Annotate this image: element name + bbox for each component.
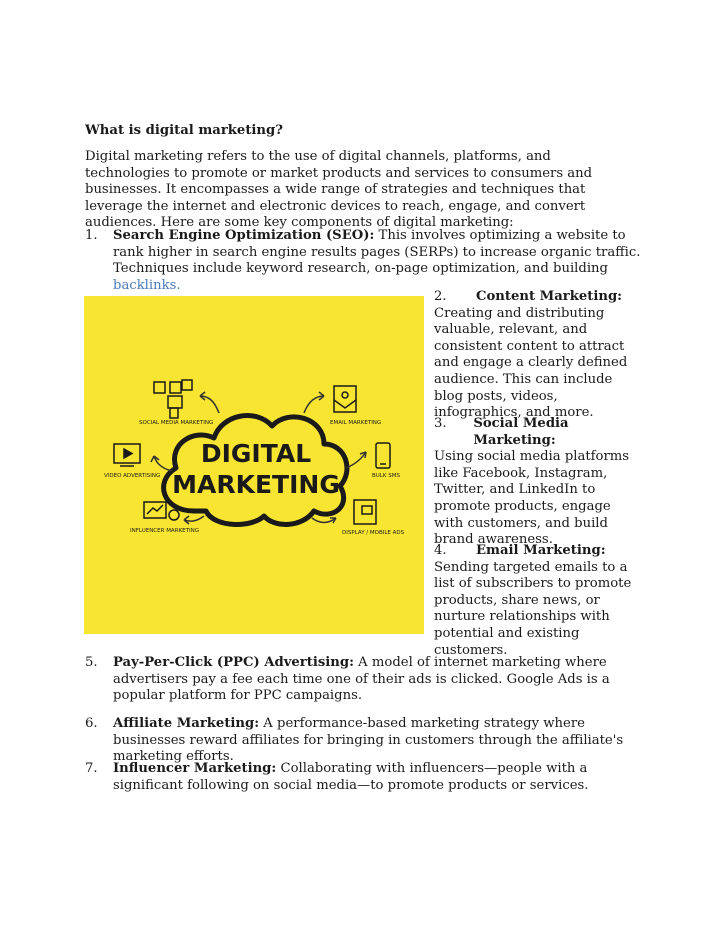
item-title: Social Media Marketing:: [473, 416, 569, 448]
list-number: 6.: [85, 716, 98, 731]
item-title: Content Marketing:: [476, 289, 623, 304]
digital-marketing-illustration: [84, 296, 424, 634]
list-number: 7.: [85, 761, 98, 776]
cloud-text-digital: DIGITAL: [200, 439, 312, 468]
label-influencer: INFLUENCER MARKETING: [130, 528, 199, 534]
intro-paragraph: Digital marketing refers to the use of digital channels, platforms, and technologies to promote or market products and services to consumers and businesses. It encompasses a wide range of strategies and techniques that leverage the internet and electronic devices to reach, engage, and convert audiences. Here are some key components of digital marketing:: [85, 149, 593, 231]
label-social: SOCIAL MEDIA MARKETING: [139, 420, 214, 426]
item-text: Using social media platforms like Facebook, Instagram, Twitter, and LinkedIn to promote products, engage with customers, and build brand awareness.: [434, 449, 630, 548]
page-title: What is digital marketing?: [85, 123, 283, 138]
item-text: Creating and distributing valuable, relevant, and consistent content to attract and engage a clearly defined audience. This can include blog posts, videos, infographics, and more.: [434, 305, 628, 421]
list-item: [434, 416, 644, 549]
cloud-text-marketing: MARKETING: [172, 470, 340, 499]
list-number: 3.: [434, 416, 447, 431]
item-title: Search Engine Optimization (SEO):: [113, 228, 375, 243]
item-title: Email Marketing:: [476, 543, 606, 558]
backlinks-link[interactable]: backlinks.: [113, 277, 181, 293]
item-title: Influencer Marketing:: [113, 761, 277, 776]
digital-marketing-diagram: [84, 296, 424, 634]
list-number: 5.: [85, 655, 98, 670]
label-video: VIDEO ADVERTISING: [104, 473, 161, 479]
list-item: [434, 289, 644, 422]
label-sms: BULK SMS: [372, 473, 400, 479]
list-item: [85, 655, 645, 705]
item-title: Affiliate Marketing:: [113, 716, 260, 731]
list-item: [85, 716, 645, 766]
list-number: 4.: [434, 543, 447, 558]
item-text: This involves optimizing a website to rank higher in search engine results pages (SERPs) to increase organic traffic. Techniques include keyword research, on-page optimization, and building: [113, 228, 641, 277]
item-text: Collaborating with influencers—people with a significant following on social media—to promote products or services.: [113, 761, 589, 793]
label-display: DISPLAY / MOBILE ADS: [342, 530, 405, 536]
item-text: Sending targeted emails to a list of subscribers to promote products, share news, or nurture relationships with potential and existing customers.: [434, 559, 632, 658]
label-email: EMAIL MARKETING: [330, 420, 382, 426]
item-text: A model of internet marketing where advertisers pay a fee each time one of their ads is clicked. Google Ads is a popular platform for PPC campaigns.: [113, 655, 610, 704]
item-title: Pay-Per-Click (PPC) Advertising:: [113, 655, 354, 670]
list-number: 2.: [434, 289, 447, 304]
item-text: A performance-based marketing strategy where businesses reward affiliates for bringing in customers through the affiliate's marketing efforts.: [113, 716, 624, 765]
list-item: [85, 761, 645, 794]
list-item: [434, 543, 644, 659]
list-number: 1.: [85, 228, 98, 243]
list-item: [85, 228, 645, 294]
